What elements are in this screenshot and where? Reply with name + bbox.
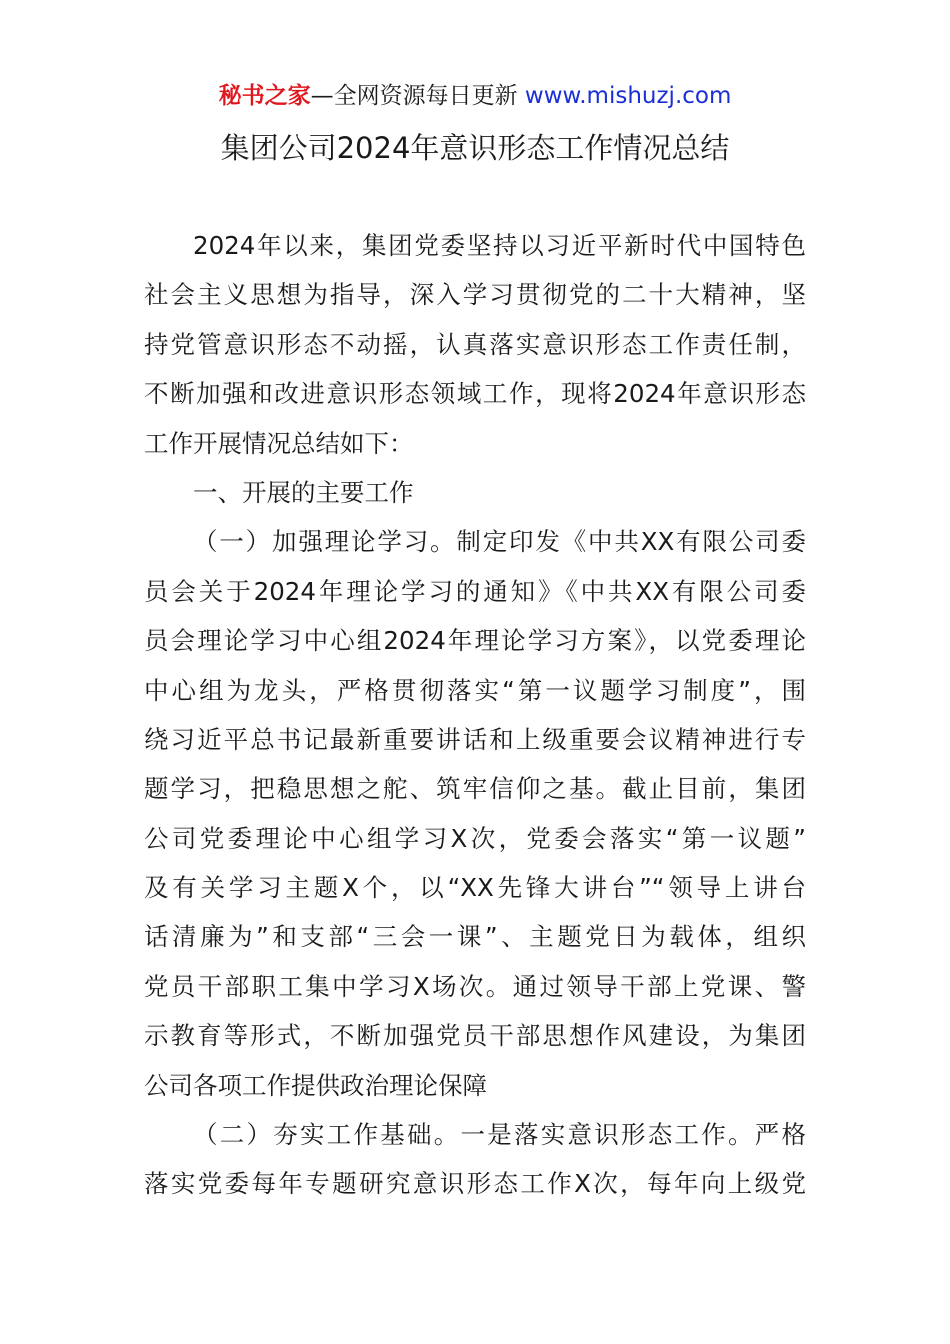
- paragraph-line: 党员干部职工集中学习X场次。通过领导干部上党课、警: [144, 971, 806, 1001]
- paragraph-line: 2024年以来，集团党委坚持以习近平新时代中国特色: [193, 231, 806, 260]
- header-tagline: —全网资源每日更新: [310, 83, 525, 109]
- paragraph-line: 社会主义思想为指导，深入学习贯彻党的二十大精神，坚: [144, 280, 806, 310]
- paragraph-line: 员会关于2024年理论学习的通知》《中共XX有限公司委: [144, 576, 806, 606]
- paragraph-line: 公司党委理论中心组学习X次，党委会落实“第一议题”: [144, 823, 806, 853]
- document-body: [144, 221, 806, 1209]
- paragraph-line: 及有关学习主题X个，以“XX先锋大讲台”“领导上讲台: [144, 873, 806, 903]
- paragraph-line: 题学习，把稳思想之舵、筑牢信仰之基。截止目前，集团: [144, 774, 806, 804]
- paragraph-line: （一）加强理论学习。制定印发《中共XX有限公司委: [193, 527, 806, 557]
- paragraph-line: 公司各项工作提供政治理论保障: [144, 1070, 487, 1100]
- paragraph-line: 中心组为龙头，严格贯彻落实“第一议题学习制度”，围: [144, 675, 806, 705]
- paragraph-line: 员会理论学习中心组2024年理论学习方案》，以党委理论: [144, 626, 806, 656]
- site-url-link[interactable]: www.mishuzj.com: [524, 83, 732, 109]
- section-heading: 一、开展的主要工作: [193, 477, 414, 507]
- paragraph-line: 不断加强和改进意识形态领域工作，现将2024年意识形态: [144, 379, 806, 409]
- paragraph-line: （二）夯实工作基础。一是落实意识形态工作。严格: [193, 1120, 806, 1150]
- paragraph-line: 示教育等形式，不断加强党员干部思想作风建设，为集团: [144, 1021, 806, 1051]
- brand-name: 秘书之家: [218, 83, 311, 109]
- paragraph-line: 持党管意识形态不动摇，认真落实意识形态工作责任制，: [144, 329, 806, 359]
- document-title: 集团公司2024年意识形态工作情况总结: [220, 131, 730, 165]
- paragraph-line: 话清廉为”和支部“三会一课”、主题党日为载体，组织: [144, 922, 806, 952]
- paragraph-line: 工作开展情况总结如下：: [144, 428, 414, 458]
- paragraph-line: 落实党委每年专题研究意识形态工作X次，每年向上级党: [144, 1169, 806, 1199]
- paragraph-line: 绕习近平总书记最新重要讲话和上级重要会议精神进行专: [144, 724, 806, 754]
- site-header: [0, 80, 950, 112]
